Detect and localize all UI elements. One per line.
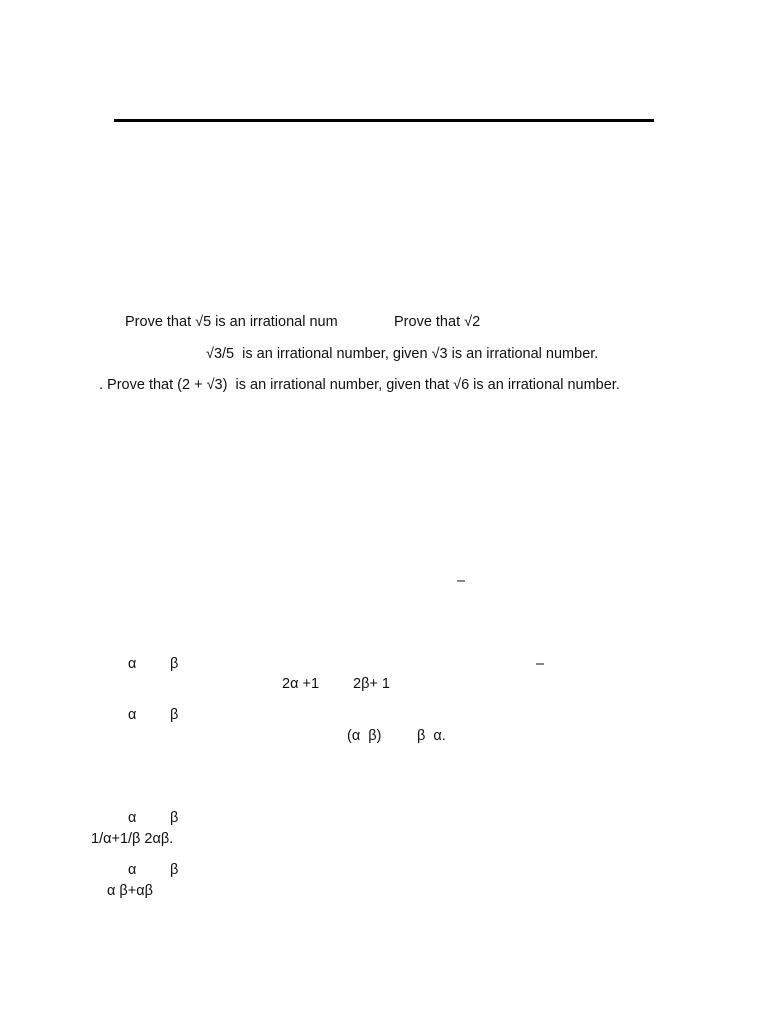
- expression-alpha-beta: (α β): [347, 728, 382, 744]
- alpha-symbol: α: [128, 810, 137, 826]
- dash-fragment: –: [536, 656, 545, 672]
- expression-reciprocal-sum: 1/α+1/β 2αβ.: [91, 831, 174, 847]
- expression-alpha-beta-sum: α β+αβ: [107, 883, 153, 899]
- question-sqrt5: Prove that √5 is an irrational num: [125, 314, 338, 330]
- beta-symbol: β: [170, 707, 179, 723]
- beta-symbol: β: [170, 656, 179, 672]
- dash-fragment: –: [457, 573, 466, 589]
- question-sqrt3-over-5: √3/5 is an irrational number, given √3 is an irrational number.: [206, 346, 599, 362]
- alpha-symbol: α: [128, 862, 137, 878]
- expression-2alpha-plus-1: 2α +1: [282, 676, 320, 692]
- question-sqrt2: Prove that √2: [394, 314, 481, 330]
- alpha-symbol: α: [128, 656, 137, 672]
- beta-symbol: β: [170, 862, 179, 878]
- beta-symbol: β: [170, 810, 179, 826]
- question-2-plus-sqrt3: . Prove that (2 + √3) is an irrational number, given that √6 is an irrational number.: [99, 377, 620, 393]
- expression-2beta-plus-1: 2β+ 1: [353, 676, 390, 692]
- expression-beta-alpha: β α.: [417, 728, 446, 744]
- alpha-symbol: α: [128, 707, 137, 723]
- header-rule: [114, 119, 654, 122]
